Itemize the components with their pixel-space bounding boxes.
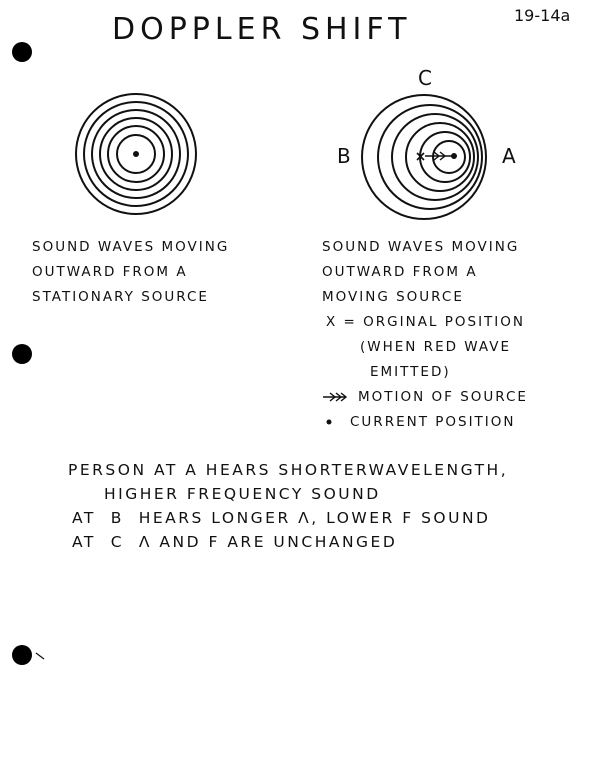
legend-current: CURRENT POSITION — [350, 414, 516, 430]
legend-motion-arrow — [323, 393, 346, 401]
conclusion-line1: PERSON AT A HEARS SHORTERWAVELENGTH, — [68, 461, 509, 479]
moving-caption-line2: OUTWARD FROM A — [322, 264, 478, 280]
stray-mark — [36, 653, 44, 659]
current-position-dot — [451, 153, 457, 159]
conclusion-line2: HIGHER FREQUENCY SOUND — [104, 485, 381, 503]
moving-caption-line1: SOUND WAVES MOVING — [322, 239, 520, 255]
legend-original-line3: EMITTED) — [370, 364, 451, 380]
moving-caption — [322, 235, 519, 310]
label-b: B — [337, 144, 352, 168]
label-a: A — [502, 144, 517, 168]
page-number: 19-14a — [514, 6, 571, 25]
moving-wavefronts — [362, 95, 486, 219]
conclusions — [68, 458, 508, 554]
legend-original — [326, 310, 525, 385]
page-title: DOPPLER SHIFT — [112, 12, 412, 47]
stationary-caption-line2: OUTWARD FROM A — [32, 264, 188, 280]
motion-arrows — [425, 152, 452, 160]
moving-wavefront-1 — [362, 95, 486, 219]
stationary-source-dot — [133, 151, 139, 157]
moving-caption-line3: MOVING SOURCE — [322, 289, 464, 305]
legend-original-line2: (WHEN RED WAVE — [360, 339, 512, 355]
stationary-caption-line3: STATIONARY SOURCE — [32, 289, 209, 305]
conclusion-line3: AT B HEARS LONGER Λ, LOWER F SOUND — [72, 509, 491, 527]
legend-motion: MOTION OF SOURCE — [358, 389, 528, 405]
moving-wavefront-5 — [420, 132, 470, 182]
stationary-caption — [32, 235, 229, 310]
stationary-caption-line1: SOUND WAVES MOVING — [32, 239, 230, 255]
moving-wavefront-2 — [378, 105, 482, 209]
conclusion-line4: AT C Λ AND F ARE UNCHANGED — [72, 533, 398, 551]
legend-original-line1: X = ORGINAL POSITION — [326, 314, 526, 330]
legend-current-dot — [327, 420, 332, 425]
label-c: C — [418, 66, 433, 90]
